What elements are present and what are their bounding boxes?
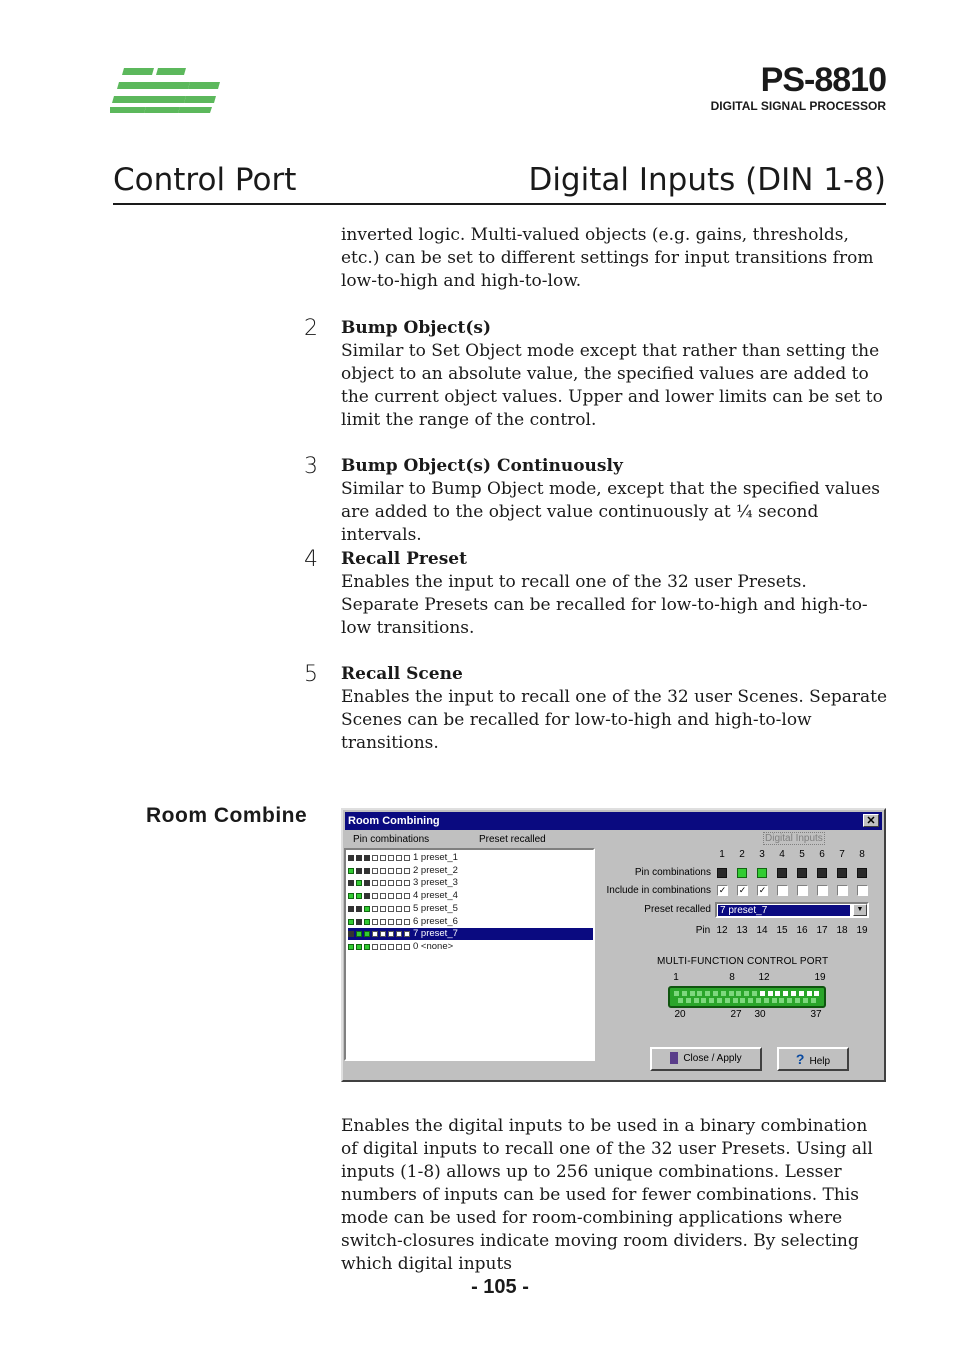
connector-pin [678,998,683,1003]
pin-square [396,880,402,886]
pin-square [380,919,386,925]
pin-number: 16 [796,925,808,936]
dialog-title: Room Combining [348,815,440,827]
include-checkbox[interactable] [837,885,848,896]
pin-square [348,855,354,861]
pin-combinations-label: Pin combinations [634,867,711,878]
pin-square [380,893,386,899]
connector-pin [799,991,804,996]
item-text: Enables the input to recall one of the 32 user Scenes. Separate Scenes can be recalled for low-to-high and high-to-low transitions. [341,687,888,753]
pin-square [372,906,378,912]
connector-pin [717,998,722,1003]
list-item[interactable] [348,865,593,877]
connector-pin [697,991,702,996]
connector-pin [768,991,773,996]
pin-square [404,880,410,886]
connector-pin-number: 27 [730,1009,742,1020]
pin-square [372,880,378,886]
connector-pin [795,998,800,1003]
list-item[interactable] [348,928,593,940]
pin-state-indicator [817,868,827,878]
pin-number: 18 [836,925,848,936]
item-title: Recall Scene [341,664,463,684]
logo-text: BSS [163,106,167,107]
pin-square [396,906,402,912]
list-item-label: 3 preset_3 [413,877,458,889]
product-subtitle: DIGITAL SIGNAL PROCESSOR [710,99,886,113]
pin-square [364,919,370,925]
pin-square [396,893,402,899]
pin-square [372,893,378,899]
item-bump-object [341,317,889,432]
input-number: 4 [779,849,785,860]
input-number: 7 [839,849,845,860]
list-item[interactable] [348,890,593,902]
pin-square [404,944,410,950]
pin-square [364,944,370,950]
item-text: Similar to Bump Object mode, except that the specified values are added to the object value continuously at ¼ second intervals. [341,479,881,545]
pin-number: 13 [736,925,748,936]
include-checkbox[interactable] [777,885,788,896]
close-apply-label: Close / Apply [683,1053,742,1064]
item-number: 5 [304,662,318,687]
list-item[interactable] [348,941,593,953]
section-title-right: Digital Inputs (DIN 1-8) [528,162,886,198]
pin-square [356,906,362,912]
preset-recalled-label: Preset recalled [644,904,711,915]
connector-pin [705,991,710,996]
item-number: 2 [304,316,318,341]
connector-pin [760,991,765,996]
list-item[interactable] [348,903,593,915]
closing-paragraph: Enables the digital inputs to be used in a binary combination of digital inputs to recall one of the 32 user Presets. Using all inputs (1-8) allows up to 256 unique combinations. Lesser numbers of inputs can be used for fewer combinations. This mode can be used for room-combining applications where switch-closures indicate moving room dividers. By selecting which digital inputs [341,1116,873,1274]
pin-number: 12 [716,925,728,936]
connector-pin [744,991,749,996]
product-title: PS-8810 [760,61,886,99]
connector-pin [729,991,734,996]
pin-square [388,880,394,886]
connector-pin [748,998,753,1003]
connector-pin-number: 12 [758,972,770,983]
pin-square [388,855,394,861]
include-checkbox[interactable]: ✓ [718,885,727,895]
include-checkbox[interactable] [797,885,808,896]
pin-state-indicator [757,868,767,878]
pin-square [396,944,402,950]
connector-pin [756,998,761,1003]
input-number: 2 [739,849,745,860]
help-button[interactable] [777,1047,849,1071]
include-checkbox[interactable]: ✓ [758,885,767,895]
pin-state-indicator [797,868,807,878]
pin-square [348,906,354,912]
pin-square [404,893,410,899]
pin-square [348,919,354,925]
pin-square [396,855,402,861]
column-header-pin-combinations: Pin combinations [353,834,430,845]
item-bump-continuously [341,455,889,547]
pin-square [404,931,410,937]
pin-square [348,944,354,950]
pin-square [388,919,394,925]
item-number: 3 [304,454,318,479]
connector-pin [686,998,691,1003]
pin-square [404,868,410,874]
intro-paragraph: inverted logic. Multi-valued objects (e.g. gains, thresholds, etc.) can be set to different settings for input transitions from low-to-high and high-to-low. [341,225,874,291]
item-recall-scene [341,663,889,755]
pin-square [364,855,370,861]
room-combine-heading: Room Combine [146,804,308,827]
list-item-label: 0 <none> [413,940,454,952]
pin-number: 14 [756,925,768,936]
pin-square [396,931,402,937]
item-recall-preset [341,548,889,640]
connector-pin [772,998,777,1003]
connector-pin [725,998,730,1003]
pin-square [364,931,370,937]
pin-square [356,868,362,874]
connector-pin [713,991,718,996]
input-number: 1 [719,849,725,860]
pin-number: 15 [776,925,788,936]
multi-function-port-title: MULTI-FUNCTION CONTROL PORT [657,956,829,967]
room-combining-dialog [341,808,886,1082]
input-number: 3 [759,849,765,860]
list-item-label: 1 preset_1 [413,852,458,863]
connector-pin [787,998,792,1003]
connector-pin-number: 30 [754,1009,766,1020]
input-number: 5 [799,849,805,860]
connector-pin [682,991,687,996]
pin-square [380,880,386,886]
connector-pin [709,998,714,1003]
pin-state-indicator [837,868,847,878]
list-item-label: 2 preset_2 [413,864,458,876]
include-checkbox[interactable] [817,885,828,896]
pin-square [380,855,386,861]
connector-pin [783,991,788,996]
close-apply-button[interactable] [650,1047,762,1071]
dialog-titlebar [345,812,882,830]
pin-square [372,931,378,937]
connector-diagram [668,986,826,1008]
connector-pin [791,991,796,996]
connector-pin [814,991,819,996]
pin-square [348,893,354,899]
column-header-preset-recalled: Preset recalled [479,834,546,845]
digital-inputs-label: Digital Inputs [765,833,823,844]
connector-pin-number: 8 [729,972,735,983]
pin-square [372,944,378,950]
header-rule [113,203,886,205]
item-text: Similar to Set Object mode except that rather than setting the object to an absolute value, the specified values are added to the current object values. Upper and lower limits can be set to limit the range of the control. [341,341,883,430]
pin-square [388,893,394,899]
pin-square [348,880,354,886]
pin-square [364,868,370,874]
pin-square [364,880,370,886]
connector-pin [779,998,784,1003]
connector-pin [752,991,757,996]
pin-number: 17 [816,925,828,936]
connector-pin [690,991,695,996]
help-label: Help [809,1056,831,1067]
include-label: Include in combinations [606,885,711,896]
pin-square [356,919,362,925]
pin-square [388,868,394,874]
connector-pin-number: 19 [814,972,826,983]
pin-state-indicator [737,868,747,878]
include-checkbox[interactable]: ✓ [738,885,747,895]
pin-square [356,880,362,886]
pin-square [388,944,394,950]
pin-number: 19 [856,925,868,936]
pin-square [396,919,402,925]
connector-pin [721,991,726,996]
connector-pin-number: 1 [673,972,679,983]
connector-pin [803,998,808,1003]
preset-select[interactable] [715,902,869,918]
pin-square [364,893,370,899]
item-title: Bump Object(s) Continuously [341,456,623,476]
pin-square [372,868,378,874]
list-item-label: 4 preset_4 [413,890,458,902]
item-number: 4 [304,547,318,572]
pin-state-indicator [717,868,727,878]
pin-square [380,868,386,874]
pin-square [348,868,354,874]
connector-pin-number: 37 [810,1009,822,1020]
pin-square [380,944,386,950]
pin-square [404,906,410,912]
pin-square [388,931,394,937]
connector-pin [775,991,780,996]
chevron-down-icon[interactable]: ▼ [853,904,867,916]
item-text: Enables the input to recall one of the 32 user Presets. Separate Presets can be recalled for low-to-high and high-to-low transitions. [341,572,868,638]
pin-state-indicator [777,868,787,878]
combination-list[interactable] [344,848,595,1061]
list-item-label: 5 preset_5 [413,902,458,914]
section-title-left: Control Port [113,162,297,198]
input-number: 6 [819,849,825,860]
connector-pin [736,991,741,996]
item-title: Bump Object(s) [341,318,492,338]
include-checkbox[interactable] [857,885,868,896]
door-icon [670,1052,678,1064]
pin-square [372,855,378,861]
connector-pin [674,991,679,996]
item-title: Recall Preset [341,549,467,569]
connector-pin [694,998,699,1003]
pin-square [396,868,402,874]
connector-pin [701,998,706,1003]
connector-pin [811,998,816,1003]
connector-pin [764,998,769,1003]
pin-square [380,931,386,937]
connector-pin [807,991,812,996]
pin-square [356,893,362,899]
connector-pin-number: 20 [674,1009,686,1020]
pin-square [404,919,410,925]
list-item[interactable] [348,852,593,864]
bss-logo [110,66,220,116]
pin-square [348,931,354,937]
list-item[interactable] [348,877,593,889]
list-item-label: 7 preset_7 [413,928,458,940]
pin-square [356,931,362,937]
pin-square [380,906,386,912]
close-icon[interactable]: ✕ [863,814,879,827]
pin-square [372,919,378,925]
pin-square [364,906,370,912]
input-number: 8 [859,849,865,860]
list-item[interactable] [348,916,593,928]
pin-square [356,855,362,861]
help-icon: ? [795,1051,805,1067]
connector-pin [740,998,745,1003]
pin-square [356,944,362,950]
pin-label: Pin [695,925,711,936]
pin-square [388,906,394,912]
list-item-label: 6 preset_6 [413,915,458,927]
page-number: - 105 - [471,1276,529,1298]
pin-square [404,855,410,861]
pin-state-indicator [857,868,867,878]
connector-pin [733,998,738,1003]
preset-select-value: 7 preset_7 [718,905,850,916]
